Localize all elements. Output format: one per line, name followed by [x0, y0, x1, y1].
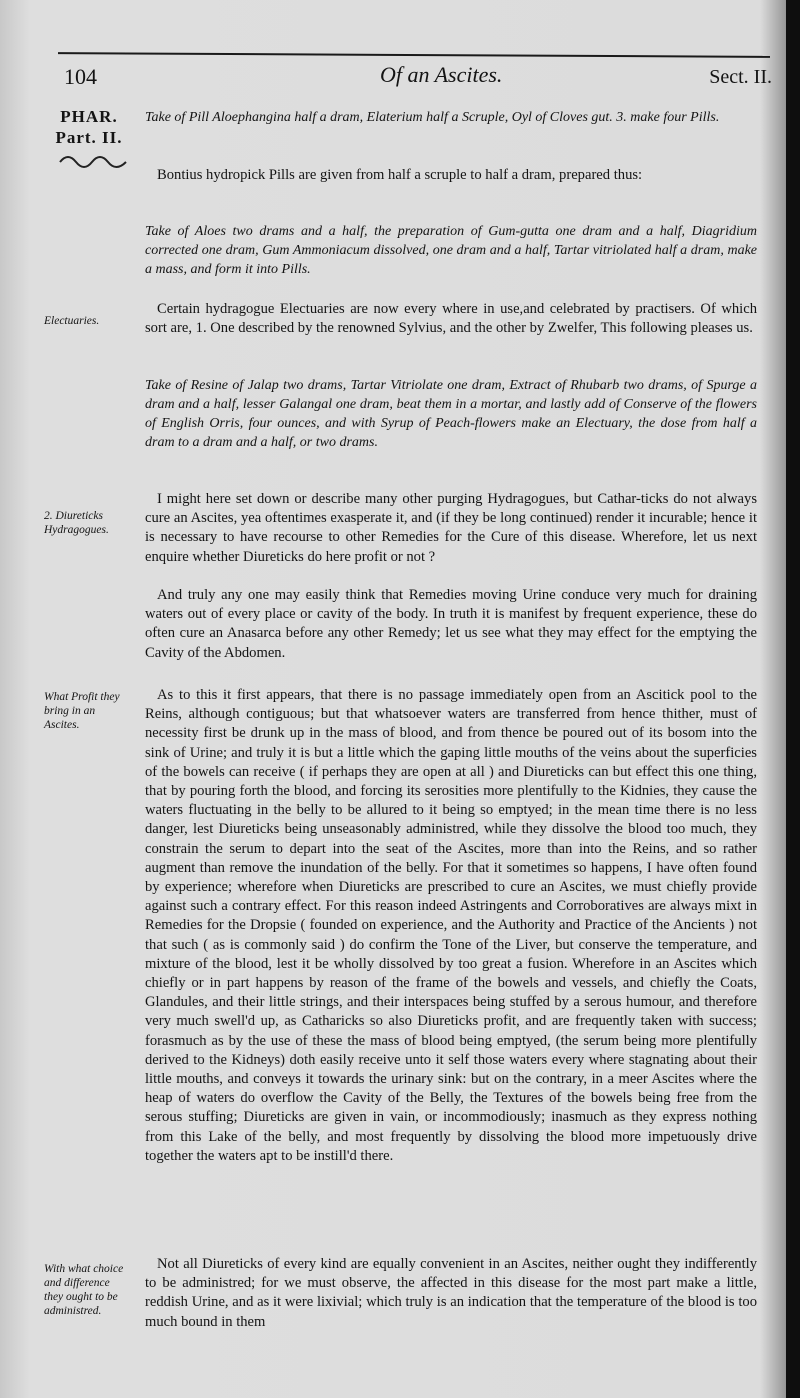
- paragraph-purging-hydragogues: I might here set down or describe many other purging Hydragogues, but Cathar-ticks do not always cure an Ascites, yea oftentimes exasperate it, and (if they be long continued) render it incurable; hence it is necessary to have recourse to other Remedies for the Cure of this disease. Wherefore, let us next enquire whether Diureticks do here profit or not ?: [145, 491, 757, 565]
- paragraph-pills-recipe: Take of Pill Aloephangina half a dram, Elaterium half a Scruple, Oyl of Cloves gut. 3. make four Pills.: [145, 110, 720, 125]
- paragraph-aloes-recipe: Take of Aloes two drams and a half, the preparation of Gum-gutta one dram and a half, Diagridium corrected one dram, Gum Ammoniacum dissolved, one dram and a half, Tartar vitriolated half a dram, make a mass, and form it into Pills.: [145, 224, 757, 277]
- flourish-ornament-icon: [58, 150, 128, 170]
- paragraph-not-all-diureticks: Not all Diureticks of every kind are equally convenient in an Ascites, neither ought they indifferently to be administred; for we must observe, the affected in this disease for the most part make a little, reddish Urine, and as it were lixivial; which truly is an indication that the temperature of the blood is too much bound in them: [145, 1256, 757, 1330]
- paragraph-electuaries: Certain hydragogue Electuaries are now every where in use,and celebrated by practisers. Of which sort are, 1. One described by the renowned Sylvius, and the other by Zwelfer, This following pleases us.: [145, 301, 757, 337]
- part-label-line2: Part. II.: [55, 128, 123, 147]
- margin-note-with-what: With what choice and difference they ought to be administred.: [44, 1263, 124, 1317]
- section-label: Sect. II.: [709, 66, 772, 88]
- book-gutter-shadow: [786, 0, 800, 1398]
- margin-note-diureticks: 2. Diureticks Hydragogues.: [44, 510, 109, 536]
- running-title: Of an Ascites.: [380, 62, 503, 87]
- paragraph-ascitick-pool: As to this it first appears, that there is no passage immediately open from an Ascitick pool to the Reins, although contiguous; but that whatsoever waters are transferred from hence thither, must of necessity first be drunk up in the mass of blood, and from thence be poured out of its bosom into the sink of Urine; and truly it is but a little which the gaping little mouths of the veins about the superficies of the bowels can receive ( if perhaps they are open at all ) and Diureticks can but effect this one thing, that by pouring forth the blood, and forcing its serosities more plentifully to the Kidnies, they cause the waters fluctuating in the belly to be allured to it being so emptyed; in the mean time there is no less danger, lest Diureticks being unseasonably administred, while they dissolve the blood too much, they constrain the serum to depart into the seat of the Ascites, more than into the Reins, and so rather augment than remove the inundation of the belly. For that it sometimes so happens, I have often found by experience; wherefore when Diureticks are prescribed to cure an Ascites, we must chiefly provide against such a contrary effect. For this reason indeed Astringents and Corroboratives are always mixt in Remedies for the Dropsie ( founded on experience, and the Authority and Practice of the Ancients ) not that such ( as is commonly said ) do confirm the Tone of the Liver, but conserve the temperature, and mixture of the blood, lest it be wholly dissolved by too great a fusion. Wherefore in an Ascites which chiefly or in part happens by reason of the frame of the bowels and vessels, and chiefly the Coats, Glandules, and their little strings, and their interspaces being stuffed by a serous humour, and therefore very much swell'd up, as Catharicks so also Diureticks profit, and are frequently taken with success; forasmuch as by the use of these the mass of blood being emptyed, (the serum being more plentifully derived to the Kidneys) doth easily receive unto it self those waters every where stagnating about their little mouths, and conveys it towards the urinary sink: but on the contrary, in a meer Ascites where the heap of waters do overflow the Cavity of the Belly, the Textures of the bowels being free from the serous stuffing; Diureticks are given in vain, or incommodiously; inasmuch as they express nothing from this Lake of the belly, and most frequently by dissolving the blood more impetuously drive together the waters apt to be instill'd there.: [145, 687, 757, 1164]
- part-label: [44, 106, 134, 148]
- page-header: [60, 62, 772, 98]
- paragraph-jalap-recipe: Take of Resine of Jalap two drams, Tartar Vitriolate one dram, Extract of Rhubarb two drams, of Spurge a dram and a half, lesser Galangal one dram, beat them in a mortar, and lastly add of Conserve of the flowers of English Orris, four ounces, and with Syrup of Peach-flowers make an Electuary, the dose from half a dram to a dram and a half, or two drams.: [145, 378, 757, 450]
- page-number: 104: [64, 64, 97, 89]
- part-label-line1: PHAR.: [60, 107, 118, 126]
- margin-note-electuaries: Electuaries.: [44, 315, 100, 327]
- header-rule: [58, 52, 770, 58]
- margin-note-what-profit: What Profit they bring in an Ascites.: [44, 691, 120, 731]
- paragraph-bontius-pills: Bontius hydropick Pills are given from half a scruple to half a dram, prepared thus:: [157, 167, 643, 183]
- paragraph-remedies-urine: And truly any one may easily think that Remedies moving Urine conduce very much for draining waters out of every place or cavity of the body. In truth it is manifest by frequent experience, these do often cure an Anasarca before any other Remedy; let us see what they may effect for the emptying the Cavity of the Abdomen.: [145, 587, 757, 661]
